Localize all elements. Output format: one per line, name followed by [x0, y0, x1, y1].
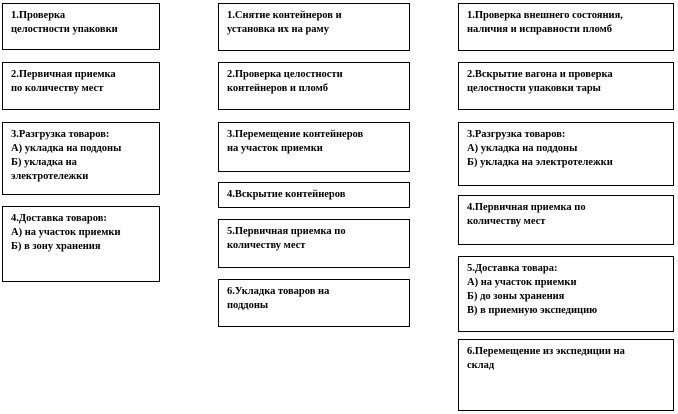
col3-step-3-text: 3.Разгрузка товаров: А) укладка на поддоны Б) укладка на электротележки: [467, 129, 613, 168]
col1-step-3: [2, 122, 160, 195]
col3-step-4-text: 4.Первичная приемка по количеству мест: [467, 202, 586, 227]
col2-step-4: [218, 182, 410, 208]
col2-step-5: [218, 219, 410, 268]
col3-step-3: [458, 122, 674, 186]
col1-step-2: [2, 62, 160, 110]
col3-step-1: [458, 3, 674, 51]
col3-step-4: [458, 195, 674, 245]
col2-step-6: [218, 279, 410, 327]
col2-step-3-text: 3.Перемещение контейнеров на участок приемки: [227, 129, 364, 154]
col3-step-2-text: 2.Вскрытие вагона и проверка целостности упаковки тары: [467, 69, 613, 94]
col1-step-4: [2, 206, 160, 282]
col1-step-1-text: 1.Проверка целостности упаковки: [11, 10, 118, 35]
col1-step-3-text: 3.Разгрузка товаров: А) укладка на поддоны Б) укладка на электротележки: [11, 129, 122, 182]
col2-step-6-text: 6.Укладка товаров на поддоны: [227, 286, 330, 311]
col2-step-4-text: 4.Вскрытие контейнеров: [227, 189, 346, 200]
col3-step-6-text: 6.Перемещение из экспедиции на склад: [467, 346, 625, 371]
col2-step-5-text: 5.Первичная приемка по количеству мест: [227, 226, 346, 251]
col2-step-1: [218, 3, 410, 51]
col2-step-2-text: 2.Проверка целостности контейнеров и пломб: [227, 69, 343, 94]
col2-step-3: [218, 122, 410, 172]
col1-step-1: [2, 3, 160, 50]
col3-step-6: [458, 339, 674, 411]
col3-step-2: [458, 62, 674, 110]
col2-step-2: [218, 62, 410, 110]
col3-step-5: [458, 256, 674, 332]
col3-step-1-text: 1.Проверка внешнего состояния, наличия и исправности пломб: [467, 10, 623, 35]
col2-step-1-text: 1.Снятие контейнеров и установка их на раму: [227, 10, 342, 35]
col1-step-4-text: 4.Доставка товаров: А) на участок приемки Б) в зону хранения: [11, 213, 121, 252]
col3-step-5-text: 5.Доставка товара: А) на участок приемки Б) до зоны хранения В) в приемную экспедицию: [467, 263, 598, 316]
col1-step-2-text: 2.Первичная приемка по количеству мест: [11, 69, 116, 94]
